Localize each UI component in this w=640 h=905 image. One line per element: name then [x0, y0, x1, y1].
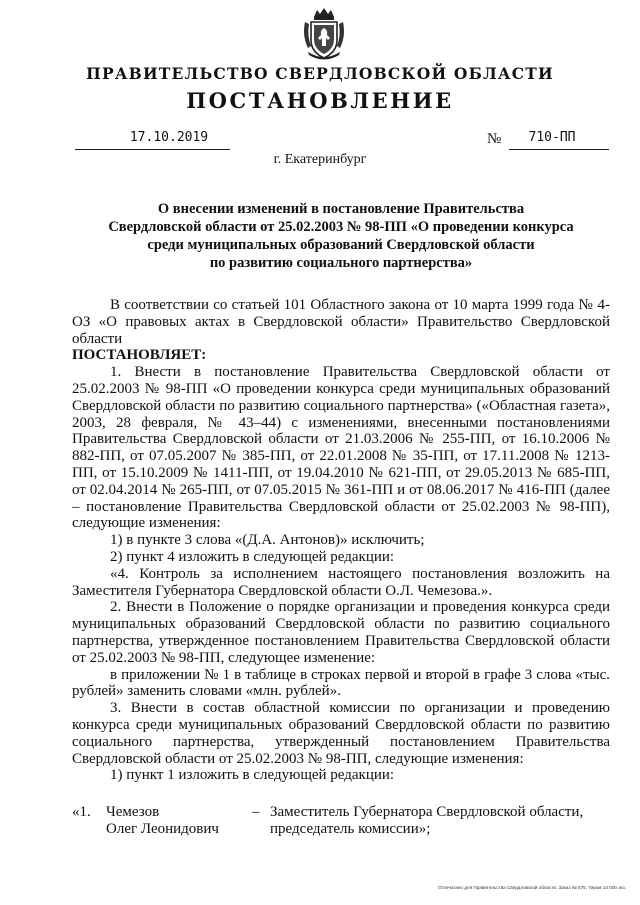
city: г. Екатеринбург [273, 152, 367, 167]
paragraph-2-text: в приложении № 1 в таблице в строках первой и второй в графе 3 слова «тыс. рублей» заменить словами «млн. рублей». [72, 666, 610, 700]
title-line: О внесении изменений в постановление Правительства [157, 201, 525, 217]
coat-of-arms-icon [302, 8, 346, 60]
position-line-2: председатель комиссии»; [270, 821, 431, 837]
paragraph-1-item-2-text: «4. Контроль за исполнением настоящего постановления возложить на Заместителя Губернатора Свердловской области О.Л. Чемезова.». [72, 565, 610, 599]
number-sign: № [487, 131, 502, 147]
print-footer-note: Отпечатано для Правительства Свердловской области. Заказ № 575. Тираж 14 000 экз. [437, 885, 626, 890]
number-underline [509, 149, 609, 150]
position-line-1: Заместитель Губернатора Свердловской области, [270, 804, 584, 820]
title-line: по развитию социального партнерства» [209, 255, 473, 271]
paragraph-3-item-1: 1) пункт 1 изложить в следующей редакции: [110, 767, 395, 784]
date-underline [75, 149, 230, 150]
document-date: 17.10.2019 [129, 130, 209, 145]
paragraph-1: 1. Внести в постановление Правительства Свердловской области от 25.02.2003 № 98-ПП «О проведении конкурса среди муниципальных образований Свердловской области по развитию социального партнерства» («Областная газета», 2003, 28 февраля, № 43–44) с изменениями, внесенными постановлениями Правительства Свердловской области от 21.03.2006 № 255-ПП, от 16.10.2006 № 882-ПП, от 07.05.2007 № 385-ПП, от 22.01.2008 № 35-ПП, от 17.11.2008 № 1213-ПП, от 15.10.2009 № 1411-ПП, от 19.04.2010 № 621-ПП, от 29.05.2013 № 685-ПП, от 02.04.2014 № 265-ПП, от 07.05.2015 № 361-ПП и от 08.06.2017 № 416-ПП (далее – постановление Правительства Свердловской области от 25.02.2003 № 98-ПП), следующие изменения: [72, 364, 610, 532]
paragraph-2: 2. Внести в Положение о порядке организации и проведения конкурса среди муниципальных образований Свердловской области по развитию социального партнерства, утвержденное постановлением Правительства Свердловской области от 25.02.2003 № 98-ПП, следующее изменение: [72, 599, 610, 666]
decree-heading: ПОСТАНОВЛЯЕТ: [72, 347, 207, 364]
paragraph-1-item-2: 2) пункт 4 изложить в следующей редакции: [110, 548, 395, 565]
title-line: Свердловской области от 25.02.2003 № 98-ПП «О проведении конкурса [108, 219, 574, 235]
appointment-name [106, 804, 219, 838]
intro-paragraph: В соответствии со статьей 101 Областного закона от 10 марта 1999 года № 4-ОЗ «О правовых актах в Свердловской области» Правительство Свердловской области [72, 297, 610, 347]
document-title [72, 200, 610, 272]
title-line: среди муниципальных образований Свердловской области [147, 237, 535, 253]
organization-name: ПРАВИТЕЛЬСТВО СВЕРДЛОВСКОЙ ОБЛАСТИ [86, 64, 554, 83]
given-names: Олег Леонидович [106, 821, 219, 837]
appointment-dash: – [252, 804, 260, 820]
appointment-number: «1. [72, 804, 91, 820]
document-body [72, 297, 610, 784]
surname: Чемезов [106, 804, 160, 820]
paragraph-1-item-1: 1) в пункте 3 слова «(Д.А. Антонов)» исключить; [110, 532, 425, 549]
paragraph-3: 3. Внести в состав областной комиссии по организации и проведению конкурса среди муниципальных образований Свердловской области по развитию социального партнерства, утвержденный постановлением Правительства Свердловской области от 25.02.2003 № 98-ПП, следующие изменения: [72, 700, 610, 767]
document-type: ПОСТАНОВЛЕНИЕ [186, 88, 454, 113]
appointment-position [270, 804, 583, 838]
document-number: 710-ПП [528, 130, 576, 145]
